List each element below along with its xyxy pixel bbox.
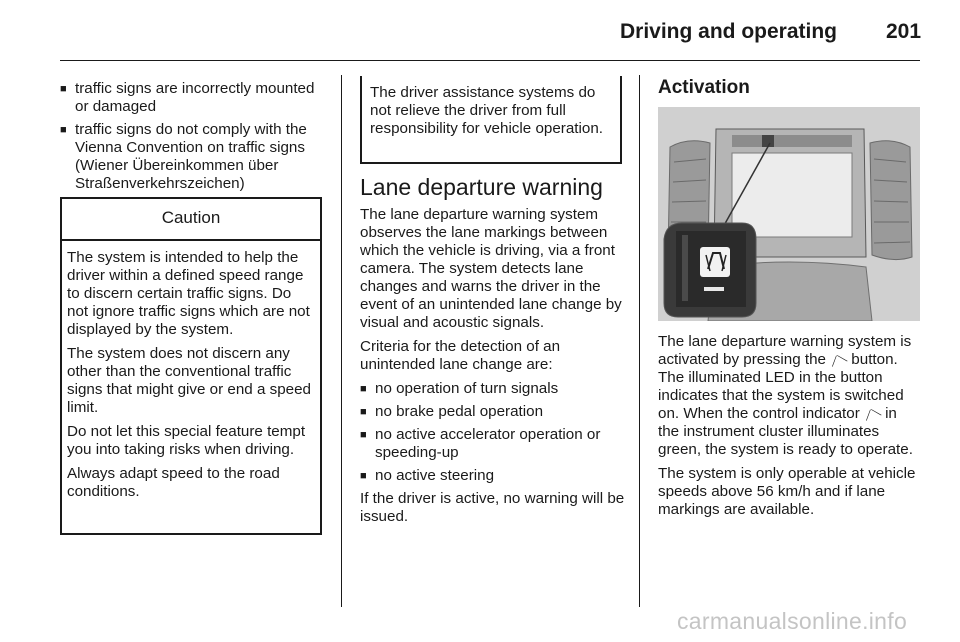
watermark: carmanualsonline.info (677, 608, 908, 634)
caution-body (62, 241, 320, 501)
middle-column-text (360, 206, 626, 532)
column-divider-right (639, 75, 640, 607)
caution-paragraph: Do not let this special feature tempt you into taking risks when driving. (67, 423, 306, 458)
bullet-list-sign-conditions (60, 80, 326, 193)
section-title: Lane departure warning (360, 174, 603, 200)
criteria-intro: Criteria for the detection of an unintended lane change are: (360, 338, 561, 373)
activation-text-1: The lane departure warning system is activated by pressing the (658, 333, 912, 368)
lane-departure-icon: ⟋⟍ (862, 404, 883, 424)
header-rule (60, 60, 920, 61)
list-item: ■ no active accelerator operation or speeding-up (360, 426, 626, 462)
outro-paragraph: If the driver is active, no warning will be issued. (360, 490, 625, 525)
activation-text-2: button. The illuminated LED in the button indicates that the system is switched on. When the control indicator (658, 351, 904, 422)
intro-paragraph: The lane departure warning system observes the lane markings between which the vehicle is driving, via a front camera. The system detects lane changes and warns the driver in the event of an unintended lane change by visual and acoustic signals. (360, 206, 622, 331)
caution-paragraph: The system does not discern any other than the conventional traffic signs that might give or end a speed limit. (67, 345, 311, 416)
list-item: ■ traffic signs do not comply with the Vienna Convention on traffic signs (Wiener Übereinkommen über Straßenverkehrszeichen) (60, 121, 326, 193)
list-item: ■ no active steering (360, 467, 626, 485)
left-column (60, 80, 326, 198)
caution-title: Caution (60, 197, 322, 241)
activation-text-3: in the instrument cluster illuminates green, the system is ready to operate. (658, 405, 913, 458)
list-item: ■ traffic signs are incorrectly mounted or damaged (60, 80, 326, 116)
lane-departure-icon: ⟋⟍ (828, 350, 849, 370)
page-number: 201 (886, 20, 922, 43)
column-divider-left (341, 75, 342, 607)
caution-paragraph: Always adapt speed to the road conditions. (67, 465, 280, 500)
note-box: The driver assistance systems do not relieve the driver from full responsibility for vehicle operation. (360, 76, 622, 164)
criteria-list (360, 380, 626, 485)
caution-paragraph: The system is intended to help the driver within a defined speed range to discern certain traffic signs. Do not ignore traffic signs which are not displayed by the system. (67, 249, 310, 338)
caution-box (60, 197, 322, 535)
dashboard-figure (658, 107, 920, 321)
list-item: ■ no operation of turn signals (360, 380, 626, 398)
activation-subtitle: Activation (658, 77, 750, 98)
button-zoom-inset (664, 223, 756, 317)
right-column-text (658, 333, 922, 525)
speed-paragraph: The system is only operable at vehicle speeds above 56 km/h and if lane markings are available. (658, 465, 916, 518)
right-air-vent (870, 141, 912, 260)
activation-paragraph (658, 333, 922, 459)
list-item: ■ no brake pedal operation (360, 403, 626, 421)
dashboard-illustration (658, 107, 920, 321)
running-header-title: Driving and operating (620, 20, 838, 43)
